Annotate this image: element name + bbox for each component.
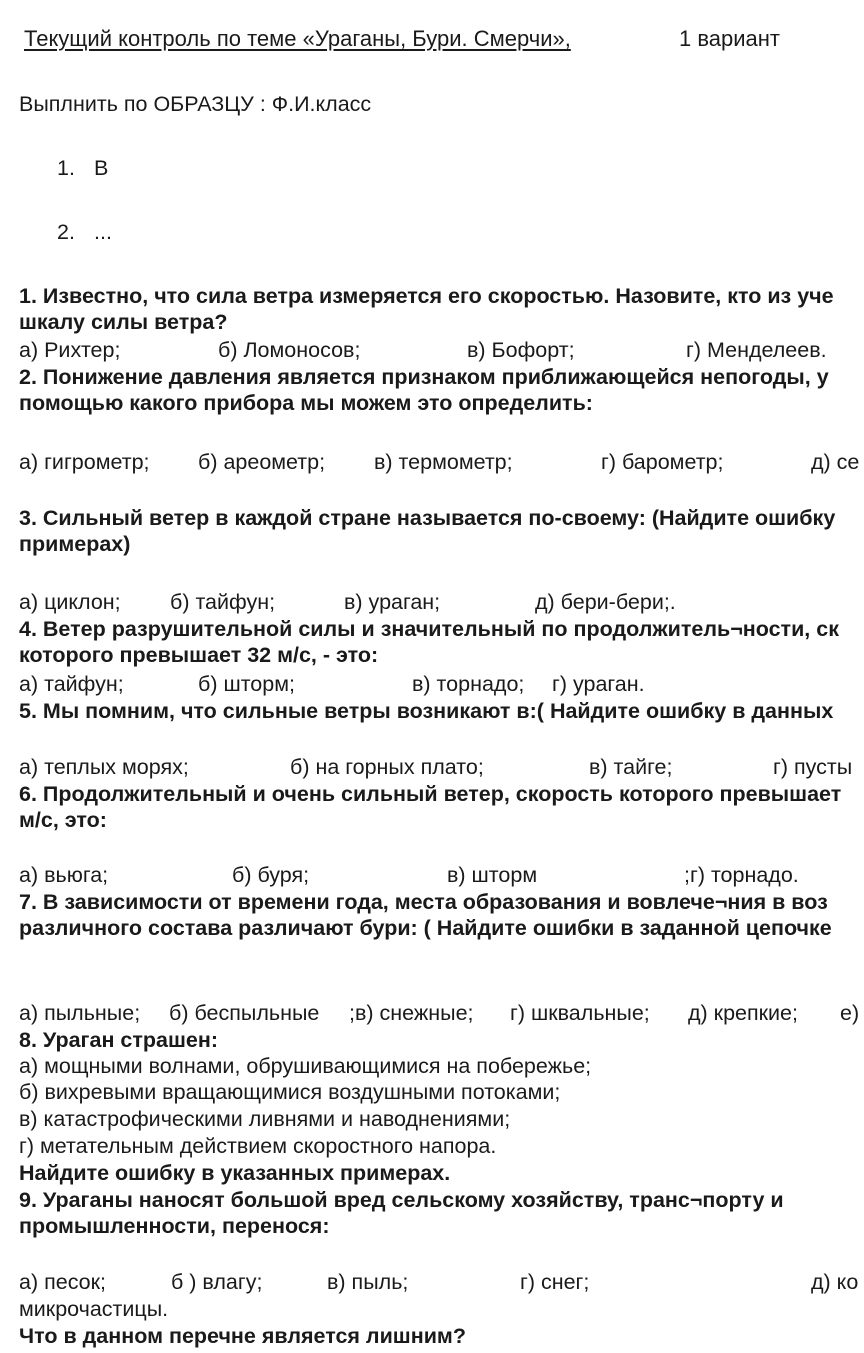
answer-option: б) шторм; (198, 672, 295, 696)
answer-option: ;в) снежные; (349, 1001, 474, 1025)
question-8-title: 8. Ураган страшен: (19, 1028, 219, 1052)
question-9-line: промышленности, перенося: (19, 1214, 330, 1238)
question-6-line: м/с, это: (19, 808, 107, 832)
answer-option: г) пусты (773, 755, 853, 779)
question-6-line: 6. Продолжительный и очень сильный ветер, скорость которого превышает (19, 782, 842, 806)
sample-item-num: 1. (57, 156, 75, 180)
question-4-line: которого превышает 32 м/с, - это: (19, 643, 379, 667)
question-7-line: 7. В зависимости от времени года, места образования и вовлече¬ния в воз (19, 890, 828, 914)
question-1-line: 1. Известно, что сила ветра измеряется его скоростью. Назовите, кто из уче (19, 284, 834, 308)
answer-option: е) (840, 1001, 860, 1025)
sample-item-num: 2. (57, 220, 75, 244)
answer-option: г) снег; (520, 1270, 590, 1294)
answer-option: а) теплых морях; (19, 755, 189, 779)
answer-option: в) шторм (447, 863, 538, 887)
question-2-line: 2. Понижение давления является признаком приближающейся непогоды, у (19, 365, 829, 389)
answer-option: б) ареометр; (198, 450, 326, 474)
question-9-line: 9. Ураганы наносят большой вред сельскому хозяйству, транс¬порту и (19, 1188, 784, 1212)
variant-label: 1 вариант (679, 26, 781, 51)
question-8-task: Найдите ошибку в указанных примерах. (19, 1161, 451, 1185)
question-7-line: различного состава различают бури: ( Найдите ошибки в заданной цепочке (19, 916, 832, 940)
instruction-text: Выплнить по ОБРАЗЦУ : Ф.И.класс (19, 92, 372, 116)
answer-option: в) торнадо; (412, 672, 525, 696)
answer-option: д) крепкие; (688, 1001, 798, 1025)
answer-option: в) ураган; (344, 590, 441, 614)
answer-option: б) вихревыми вращающимися воздушными потоками; (19, 1080, 561, 1104)
question-3-line: примерах) (19, 532, 131, 556)
answer-option: б ) влагу; (171, 1270, 263, 1294)
answer-option: д) бери-бери;. (535, 590, 676, 614)
answer-option: а) тайфун; (19, 672, 124, 696)
answer-option: а) гигрометр; (19, 450, 150, 474)
sample-item-text: В (94, 156, 109, 180)
answer-option: г) метательным действием скоростного напора. (19, 1134, 497, 1158)
answer-option: г) ураган. (552, 672, 645, 696)
answer-option: в) тайге; (589, 755, 673, 779)
answer-option: в) катастрофическими ливнями и наводнениями; (19, 1107, 511, 1131)
answer-option: б) на горных плато; (290, 755, 484, 779)
answer-option: в) пыль; (327, 1270, 409, 1294)
answer-option: а) Рихтер; (19, 338, 121, 362)
question-3-line: 3. Сильный ветер в каждой стране называется по-своему: (Найдите ошибку (19, 506, 836, 530)
answer-option: в) термометр; (374, 450, 513, 474)
question-5-line: 5. Мы помним, что сильные ветры возникают в:( Найдите ошибку в данных (19, 699, 834, 723)
answer-option: г) Менделеев. (686, 338, 827, 362)
answer-option: а) вьюга; (19, 863, 109, 887)
answer-option: а) мощными волнами, обрушивающимися на побережье; (19, 1054, 592, 1078)
answer-option: г) барометр; (601, 450, 724, 474)
question-2-line: помощью какого прибора мы можем это определить: (19, 391, 593, 415)
answer-option: в) Бофорт; (467, 338, 575, 362)
answer-option: д) ко (811, 1270, 859, 1294)
answer-option: г) шквальные; (510, 1001, 650, 1025)
answer-option: б) тайфун; (170, 590, 276, 614)
answer-option: б) буря; (232, 863, 310, 887)
question-1-line: шкалу силы ветра? (19, 310, 228, 334)
answer-option: б) беспыльные (169, 1001, 320, 1025)
answer-option: а) циклон; (19, 590, 121, 614)
answer-option: б) Ломоносов; (218, 338, 361, 362)
answer-continuation: микрочастицы. (19, 1297, 169, 1321)
answer-option: а) пыльные; (19, 1001, 141, 1025)
answer-option: д) се (811, 450, 860, 474)
worksheet-title: Текущий контроль по теме «Ураганы, Бури. Смерчи», (24, 26, 571, 51)
answer-option: а) песок; (19, 1270, 107, 1294)
answer-option: ;г) торнадо. (684, 863, 799, 887)
question-4-line: 4. Ветер разрушительной силы и значительный по продолжитель¬ности, ск (19, 617, 839, 641)
question-9-task: Что в данном перечне является лишним? (19, 1324, 466, 1348)
sample-item-text: ... (94, 220, 112, 244)
